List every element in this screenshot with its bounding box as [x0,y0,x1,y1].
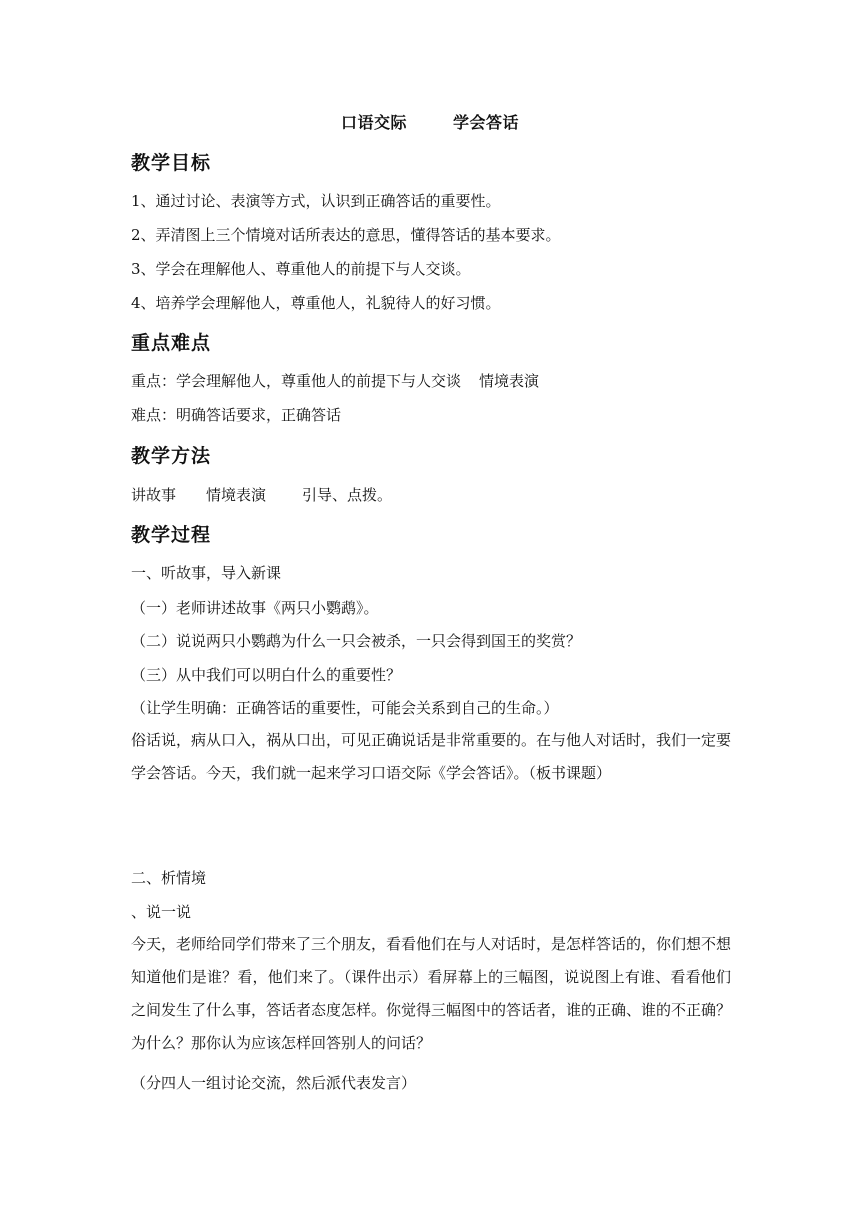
part2-note: （分四人一组讨论交流，然后派代表发言） [131,1074,417,1092]
title-right: 学会答话 [453,113,520,132]
heading-process: 教学过程 [131,524,212,546]
title-left: 口语交际 [340,113,407,132]
goal-item: 1、通过讨论、表演等方式，认识到正确答话的重要性。 [131,192,501,210]
part1-item: （二）说说两只小鹦鹉为什么一只会被杀，一只会得到国王的奖赏？ [131,632,582,650]
part1-item: （三）从中我们可以明白什么的重要性？ [131,666,402,684]
document-title [0,110,860,133]
focus-extra: 情境表演 [479,372,540,390]
part2-subtitle: 、说一说 [131,903,192,921]
part2-paragraph: 今天，老师给同学们带来了三个朋友，看看他们在与人对话时，是怎样答话的，你们想不想知道他们是谁？看，他们来了。（课件出示）看屏幕上的三幅图，说说图上有谁、看看他们之间发生了什么事，答话者态度怎样。你觉得三幅图中的答话者，谁的正确、谁的不正确？为什么？那你认为应该怎样回答别人的问话？ [131,935,732,1052]
heading-goals: 教学目标 [131,152,212,174]
part2-title: 二、析情境 [131,869,207,887]
part1-item: （一）老师讲述故事《两只小鹦鹉》。 [131,599,379,617]
focus-text: 重点：学会理解他人，尊重他人的前提下与人交谈 [131,372,462,390]
heading-methods: 教学方法 [131,445,212,467]
part1-paragraph: 俗话说，病从口入，祸从口出，可见正确说话是非常重要的。在与他人对话时，我们一定要学会答话。今天，我们就一起来学习口语交际《学会答话》。（板书课题） [131,731,732,782]
method-item: 引导、点拨。 [302,486,393,504]
goal-item: 4、培养学会理解他人，尊重他人，礼貌待人的好习惯。 [131,294,501,312]
focus-line [131,370,539,391]
difficulty-line: 难点：明确答话要求，正确答话 [131,406,342,424]
method-item: 讲故事 [131,486,177,504]
goal-item: 3、学会在理解他人、尊重他人的前提下与人交谈。 [131,260,471,278]
goal-item: 2、弄清图上三个情境对话所表达的意思，懂得答话的基本要求。 [131,226,561,244]
heading-keypoints: 重点难点 [131,332,212,354]
methods-line [131,484,392,505]
method-item: 情境表演 [206,486,267,504]
part1-item: （让学生明确：正确答话的重要性，可能会关系到自己的生命。） [131,699,559,717]
part1-title: 一、听故事，导入新课 [131,564,282,582]
